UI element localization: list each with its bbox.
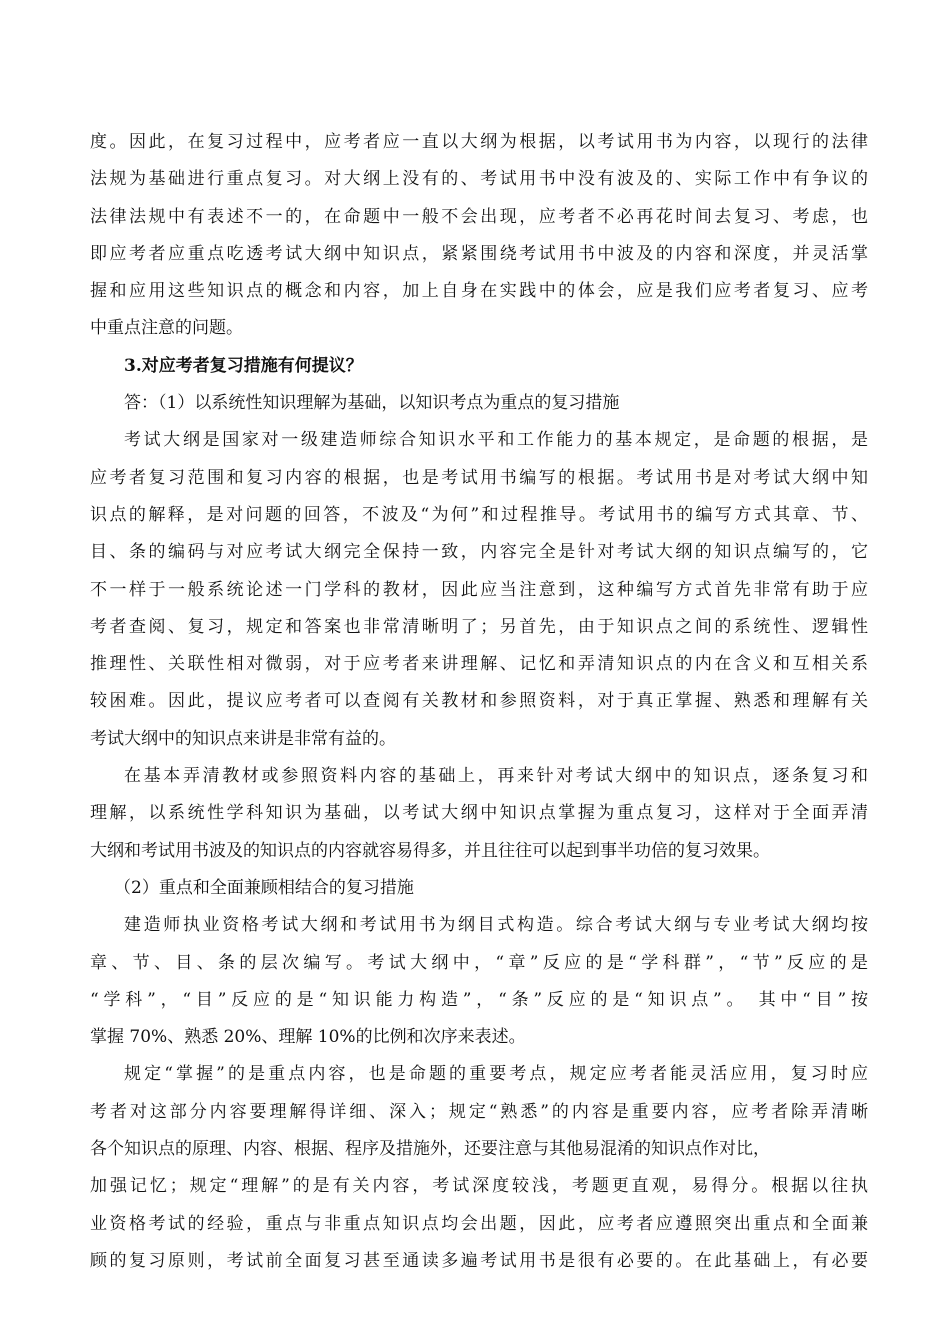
text-line: 较困难。因此，提议应考者可以查阅有关教材和参照资料，对于真正掌握、熟悉和理解有关 [90,691,868,712]
text-line: 各个知识点的原理、内容、根据、程序及措施外，还要注意与其他易混淆的知识点作对比， [90,1139,770,1160]
text-line: 即应考者应重点吃透考试大纲中知识点，紧紧围绕考试用书中波及的内容和深度，并灵活掌 [90,243,868,264]
text-line: 握和应用这些知识点的概念和内容，加上自身在实践中的体会，应是我们应考者复习、应考 [90,281,868,302]
paragraph-1 [90,124,868,348]
text-line: 在基本弄清教材或参照资料内容的基础上，再来针对考试大纲中的知识点，逐条复习和 [124,766,868,787]
paragraph-5 [90,1056,868,1280]
paragraph-4 [90,907,868,1056]
subheading: （2）重点和全面兼顾相结合的复习措施 [114,877,414,898]
text-line: 掌握 70%、熟悉 20%、理解 10%的比例和次序来表述。 [90,1027,526,1048]
text-line: 大纲和考试用书波及的知识点的内容就容易得多，并且往往可以起到事半功倍的复习效果。 [90,840,770,861]
text-line: 应考者复习范围和复习内容的根据，也是考试用书编写的根据。考试用书是对考试大纲中知 [90,467,868,488]
text-line: 法律法规中有表述不一的，在命题中一般不会出现，应考者不必再花时间去复习、考虑，也 [90,206,868,227]
text-line: 规定“掌握”的是重点内容，也是命题的重要考点，规定应考者能灵活应用，复习时应 [124,1064,868,1085]
answer-intro: 答：（1）以系统性知识理解为基础，以知识考点为重点的复习措施 [124,393,620,414]
text-line: 中重点注意的问题。 [90,318,243,339]
text-line: 推理性、关联性相对微弱，对于应考者来讲理解、记忆和弄清知识点的内在含义和互相关系 [90,654,868,675]
text-line: 法规为基础进行重点复习。对大纲上没有的、考试用书中没有波及的、实际工作中有争议的 [90,169,868,190]
paragraph-2 [90,422,868,758]
paragraph-3 [90,758,868,870]
text-line: 不一样于一般系统论述一门学科的教材，因此应当注意到，这种编写方式首先非常有助于应 [90,579,868,600]
text-line: 业资格考试的经验，重点与非重点知识点均会出题，因此，应考者应遵照突出重点和全面兼 [90,1213,868,1234]
text-line: 考试大纲是国家对一级建造师综合知识水平和工作能力的基本规定，是命题的根据，是 [124,430,868,451]
text-line: 目、条的编码与对应考试大纲完全保持一致，内容完全是针对考试大纲的知识点编写的，它 [90,542,868,563]
text-line: 加强记忆；规定“理解”的是有关内容，考试深度较浅，考题更直观，易得分。根据以往执 [90,1176,868,1197]
text-line: 考试大纲中的知识点来讲是非常有益的。 [90,728,396,749]
text-line: 章、节、目、条的层次编写。考试大纲中，“章”反应的是“学科群”，“节”反应的是 [90,952,868,973]
text-line: 识点的解释，是对问题的回答，不波及“为何”和过程推导。考试用书的编写方式其章、节、 [90,504,868,525]
text-line: “学科”，“目”反应的是“知识能力构造”，“条”反应的是“知识点”。 其中“目”按 [90,989,868,1010]
text-line: 考者查阅、复习，规定和答案也非常清晰明了；另首先，由于知识点之间的系统性、逻辑性 [90,616,868,637]
text-line: 考者对这部分内容要理解得详细、深入；规定“熟悉”的内容是重要内容，应考者除弄清晰 [90,1101,868,1122]
text-line: 理解，以系统性学科知识为基础，以考试大纲中知识点掌握为重点复习，这样对于全面弄清 [90,803,868,824]
text-line: 建造师执业资格考试大纲和考试用书为纲目式构造。综合考试大纲与专业考试大纲均按 [124,915,868,936]
question-heading: 3.对应考者复习措施有何提议？ [124,355,363,376]
text-line: 度。因此，在复习过程中，应考者应一直以大纲为根据，以考试用书为内容，以现行的法律 [90,132,868,152]
text-line: 顾的复习原则，考试前全面复习甚至通读多遍考试用书是很有必要的。在此基础上，有必要 [90,1250,868,1271]
